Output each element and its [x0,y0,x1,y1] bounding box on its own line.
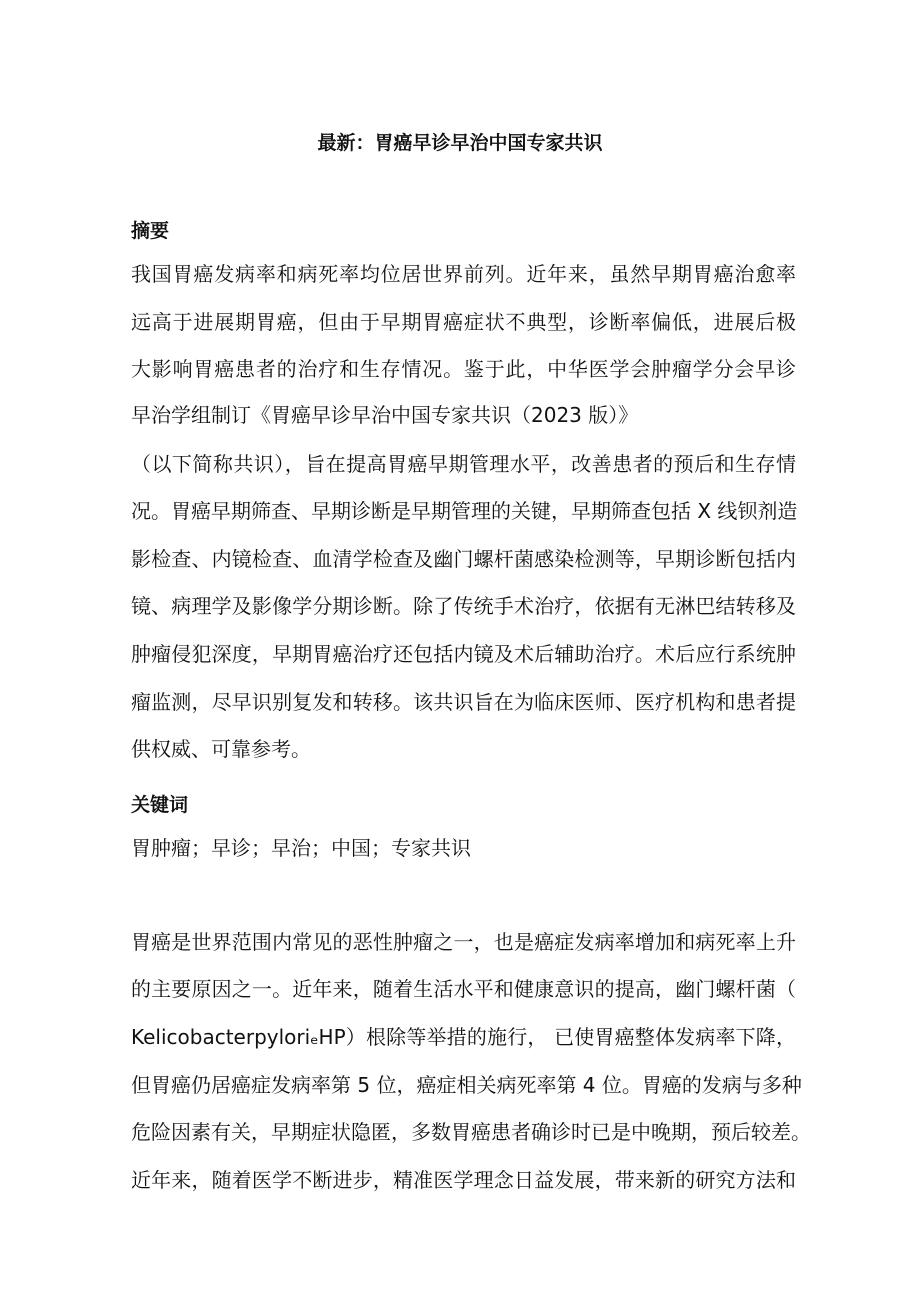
body-line: 危险因素有关，早期症状隐匿，多数胃癌患者确诊时已是中晚期，预后较差。 [131,1120,811,1144]
document-title: 最新：胃癌早诊早治中国专家共识 [317,132,603,154]
abstract-line: 肿瘤侵犯深度，早期胃癌治疗还包括内镜及术后辅助治疗。术后应行系统肿 [131,642,796,666]
abstract-line: 我国胃癌发病率和病死率均位居世界前列。近年来，虽然早期胃癌治愈率 [131,262,796,286]
body-line: 但胃癌仍居癌症发病率第 5 位，癌症相关病死率第 4 位。胃癌的发病与多种 [131,1073,802,1097]
body-line: 胃癌是世界范围内常见的恶性肿瘤之一，也是癌症发病率增加和病死率上升 [131,930,796,954]
abstract-line: 大影响胃癌患者的治疗和生存情况。鉴于此，中华医学会肿瘤学分会早诊 [131,357,796,381]
keywords-text: 胃肿瘤；早诊；早治；中国；专家共识 [131,836,471,860]
keywords-heading: 关键词 [131,794,189,816]
abstract-heading: 摘要 [131,220,170,242]
abstract-line: 供权威、可靠参考。 [131,737,311,761]
body-line: 近年来，随着医学不断进步，精准医学理念日益发展，带来新的研究方法和 [131,1168,796,1192]
abstract-line: 影检查、内镜检查、血清学检查及幽门螺杆菌感染检测等，早期诊断包括内 [131,547,796,571]
body-line: KelicobacterpyloriₑHP）根除等举措的施行， 已使胃癌整体发病率下降， [131,1025,796,1049]
abstract-line: 远高于进展期胃癌，但由于早期胃癌症状不典型，诊断率偏低，进展后极 [131,310,796,334]
abstract-line: 况。胃癌早期筛查、早期诊断是早期管理的关键，早期筛查包括 X 线钡剂造 [131,499,798,523]
abstract-line: 瘤监测，尽早识别复发和转移。该共识旨在为临床医师、医疗机构和患者提 [131,690,796,714]
abstract-line: （以下简称共识），旨在提高胃癌早期管理水平，改善患者的预后和生存情 [131,452,796,476]
abstract-line: 镜、病理学及影像学分期诊断。除了传统手术治疗，依据有无淋巴结转移及 [131,594,796,618]
abstract-line: 早治学组制订《胃癌早诊早治中国专家共识（2023 版）》 [131,403,639,427]
body-line: 的主要原因之一。近年来，随着生活水平和健康意识的提高，幽门螺杆菌（ [131,977,796,1001]
